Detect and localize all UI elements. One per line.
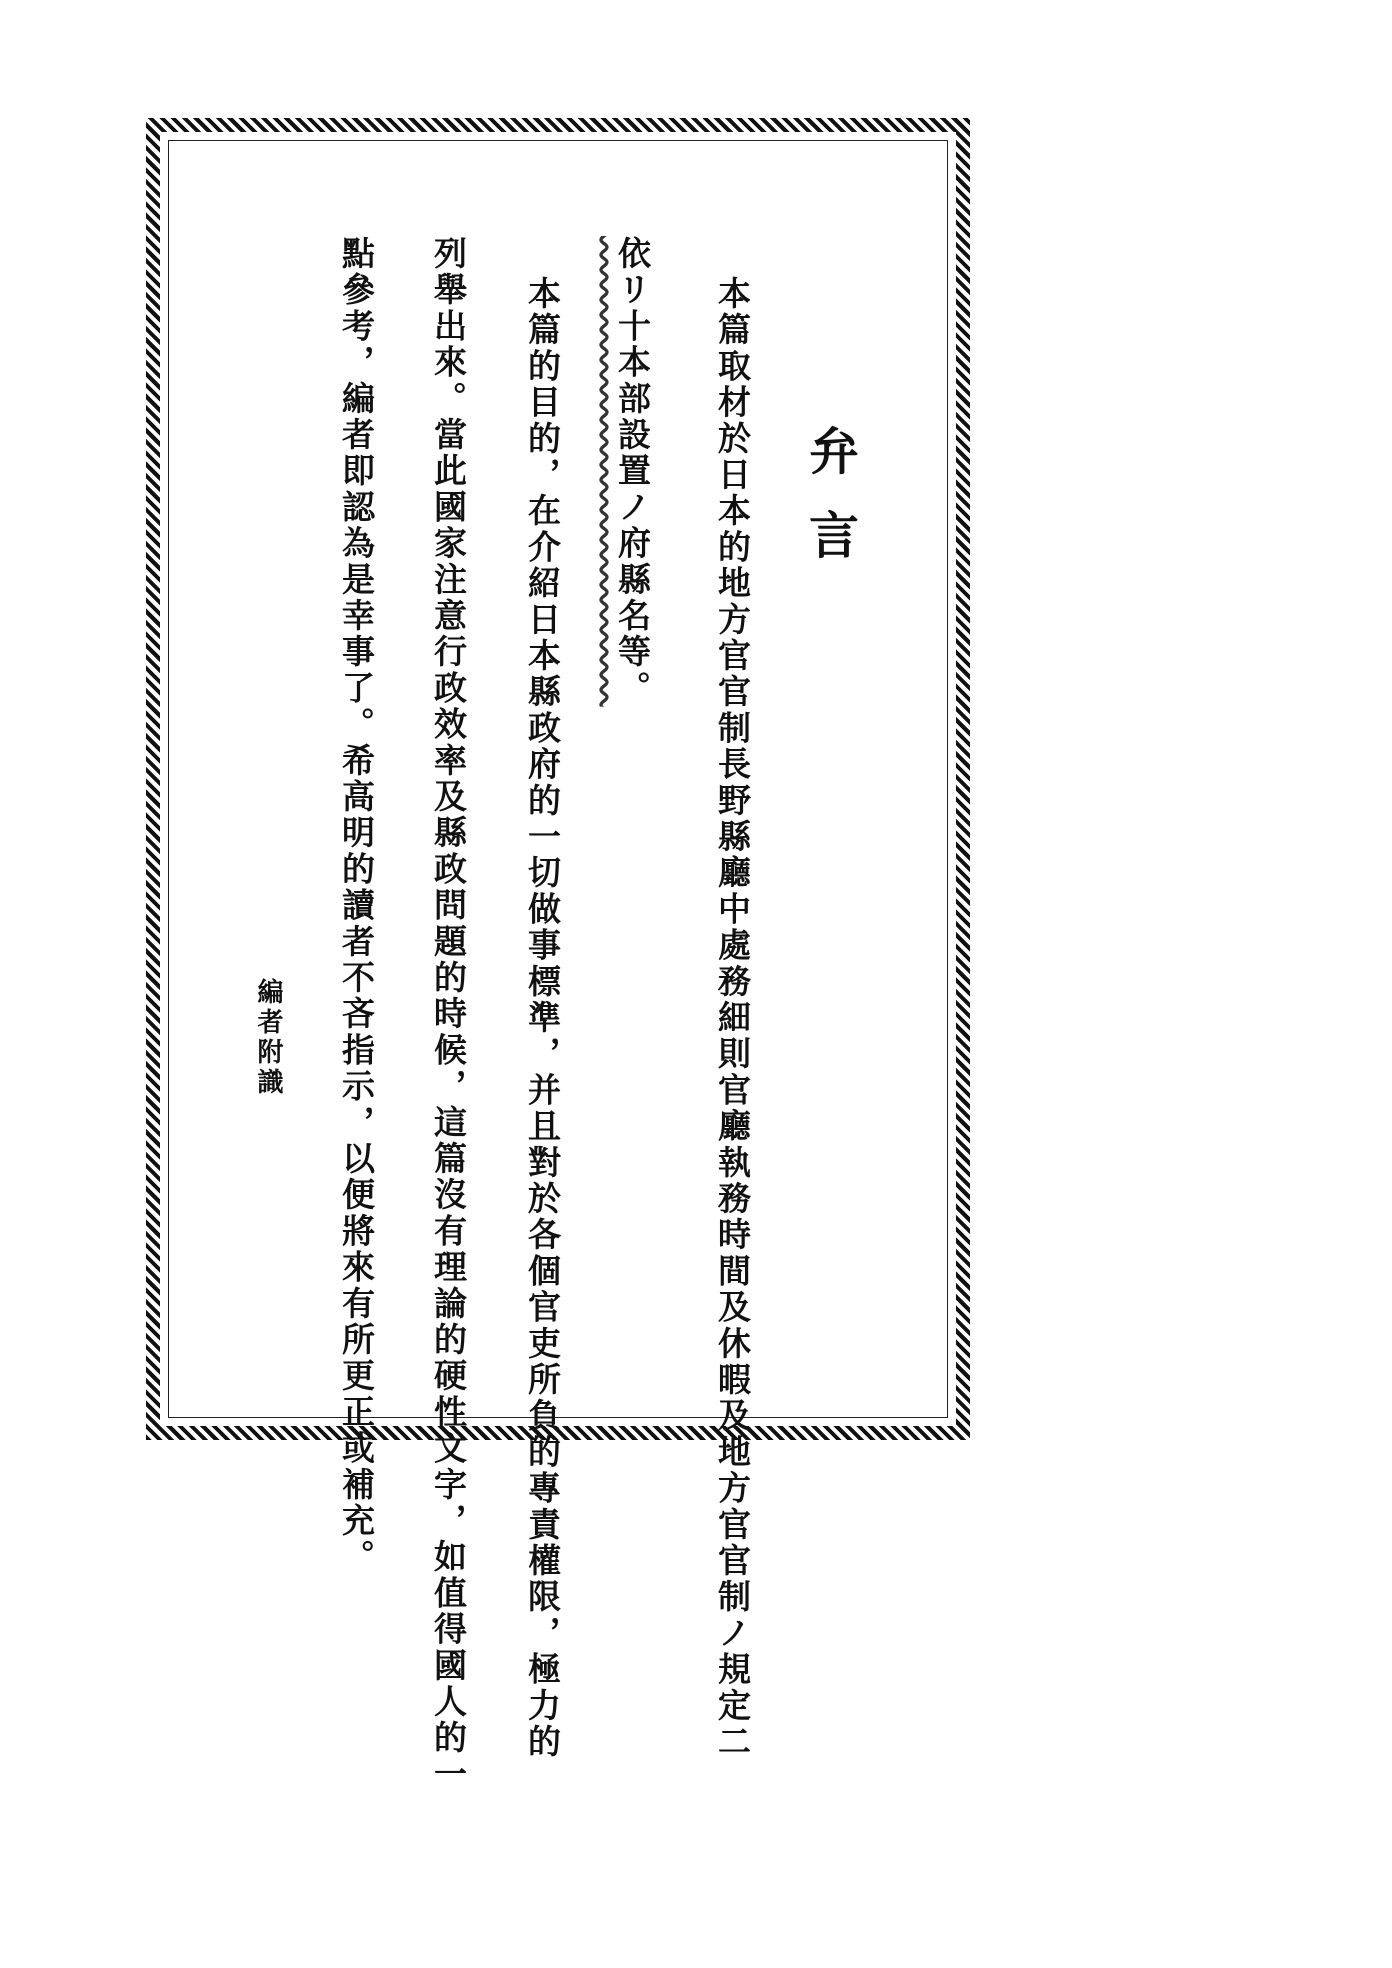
text-column-2: 依リ十本部設置ノ府縣名等。	[613, 236, 652, 707]
text-column-5: 點參考，編者即認為是幸事了。希高明的讀者不吝指示，以便將來有所更正或補充。	[337, 236, 376, 1576]
page-title: 弁言	[801, 425, 860, 593]
signature: 編者附識	[253, 978, 283, 1098]
text-column-4: 列舉出來。當此國家注意行政效率及縣政問題的時候，這篇沒有理論的硬性文字，如值得國人的一	[429, 236, 468, 1793]
text-column-1: 本篇取材於日本的地方官官制長野縣廳中處務細則官廳執務時間及休暇及地方官官制ノ規定二	[713, 276, 752, 1761]
text-column-3: 本篇的目的，在介紹日本縣政府的一切做事標準，并且對於各個官吏所負的專責權限，極力的	[523, 276, 562, 1761]
